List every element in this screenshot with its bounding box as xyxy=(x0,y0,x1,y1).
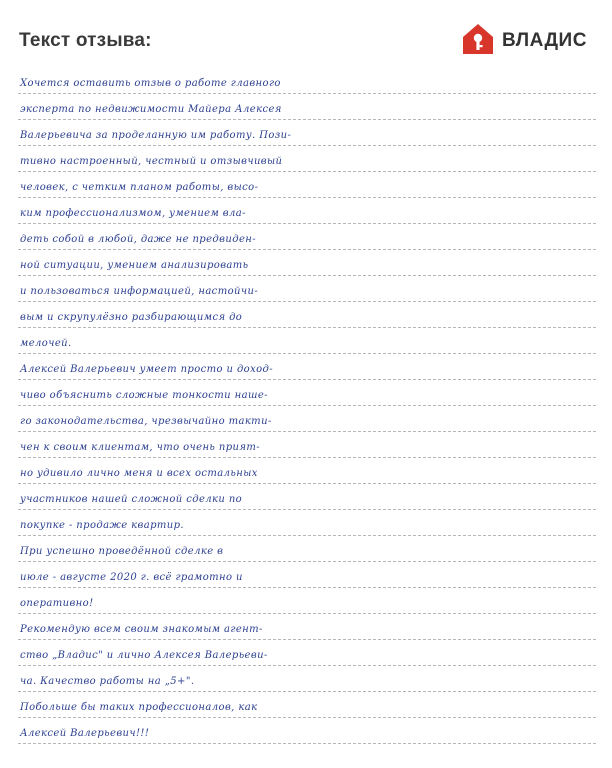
handwritten-line: Побольше бы таких профессионалов, как xyxy=(20,702,258,713)
handwritten-line: ной ситуации, умением анализировать xyxy=(20,260,249,271)
handwritten-line: Валерьевича за проделанную им работу. Пози- xyxy=(20,130,292,141)
handwritten-line: эксперта по недвижимости Майера Алексея xyxy=(20,104,282,115)
ruled-line xyxy=(18,93,596,94)
ruled-line xyxy=(18,301,596,302)
handwritten-line: человек, с четким планом работы, высо- xyxy=(20,182,259,193)
ruled-line xyxy=(18,457,596,458)
handwritten-line: Рекомендую всем своим знакомым агент- xyxy=(20,624,263,635)
handwritten-line: июле - августе 2020 г. всё грамотно и xyxy=(20,572,243,583)
handwritten-line: и пользоваться информацией, настойчи- xyxy=(20,286,259,297)
ruled-line xyxy=(18,119,596,120)
handwritten-line: чиво объяснить сложные тонкости наше- xyxy=(20,390,268,401)
ruled-line xyxy=(18,691,596,692)
page-title: Текст отзыва: xyxy=(19,30,152,51)
ruled-line xyxy=(18,145,596,146)
ruled-line xyxy=(18,431,596,432)
handwritten-line: ство „Владис" и лично Алексея Валерьеви- xyxy=(20,650,268,661)
handwritten-line: покупке - продаже квартир. xyxy=(20,520,184,531)
ruled-line xyxy=(18,171,596,172)
handwritten-line: ким профессионализмом, умением вла- xyxy=(20,208,246,219)
vladis-logo xyxy=(460,22,600,56)
handwritten-line: оперативно! xyxy=(20,598,94,609)
header xyxy=(0,0,612,80)
house-key-icon xyxy=(460,22,496,56)
ruled-line xyxy=(18,535,596,536)
handwritten-line: Алексей Валерьевич умеет просто и доход- xyxy=(20,364,274,375)
logo-wordmark: ВЛАДИС xyxy=(502,30,587,51)
ruled-line xyxy=(18,665,596,666)
ruled-line xyxy=(18,561,596,562)
handwritten-line: тивно настроенный, честный и отзывчивый xyxy=(20,156,283,167)
ruled-line xyxy=(18,483,596,484)
ruled-line xyxy=(18,249,596,250)
ruled-line xyxy=(18,327,596,328)
ruled-line xyxy=(18,353,596,354)
ruled-line xyxy=(18,717,596,718)
handwritten-line: го законодательства, чрезвычайно такти- xyxy=(20,416,272,427)
ruled-line xyxy=(18,197,596,198)
handwritten-line: При успешно проведённой сделке в xyxy=(20,546,224,557)
ruled-line xyxy=(18,743,596,744)
ruled-line xyxy=(18,613,596,614)
handwritten-line: участников нашей сложной сделки по xyxy=(20,494,243,505)
ruled-line xyxy=(18,509,596,510)
handwritten-line: Алексей Валерьевич!!! xyxy=(20,728,150,739)
handwritten-line: Хочется оставить отзыв о работе главного xyxy=(20,78,281,89)
ruled-line xyxy=(18,275,596,276)
handwritten-line: мелочей. xyxy=(20,338,72,349)
handwritten-line: но удивило лично меня и всех остальных xyxy=(20,468,258,479)
handwritten-line: ча. Качество работы на „5+". xyxy=(20,676,195,687)
ruled-line xyxy=(18,223,596,224)
handwritten-line: чен к своим клиентам, что очень прият- xyxy=(20,442,261,453)
ruled-line xyxy=(18,405,596,406)
handwritten-line: вым и скрупулёзно разбирающимся до xyxy=(20,312,243,323)
ruled-line xyxy=(18,379,596,380)
ruled-line xyxy=(18,587,596,588)
ruled-line xyxy=(18,639,596,640)
review-sheet xyxy=(12,74,597,764)
handwritten-line: деть собой в любой, даже не предвиден- xyxy=(20,234,257,245)
